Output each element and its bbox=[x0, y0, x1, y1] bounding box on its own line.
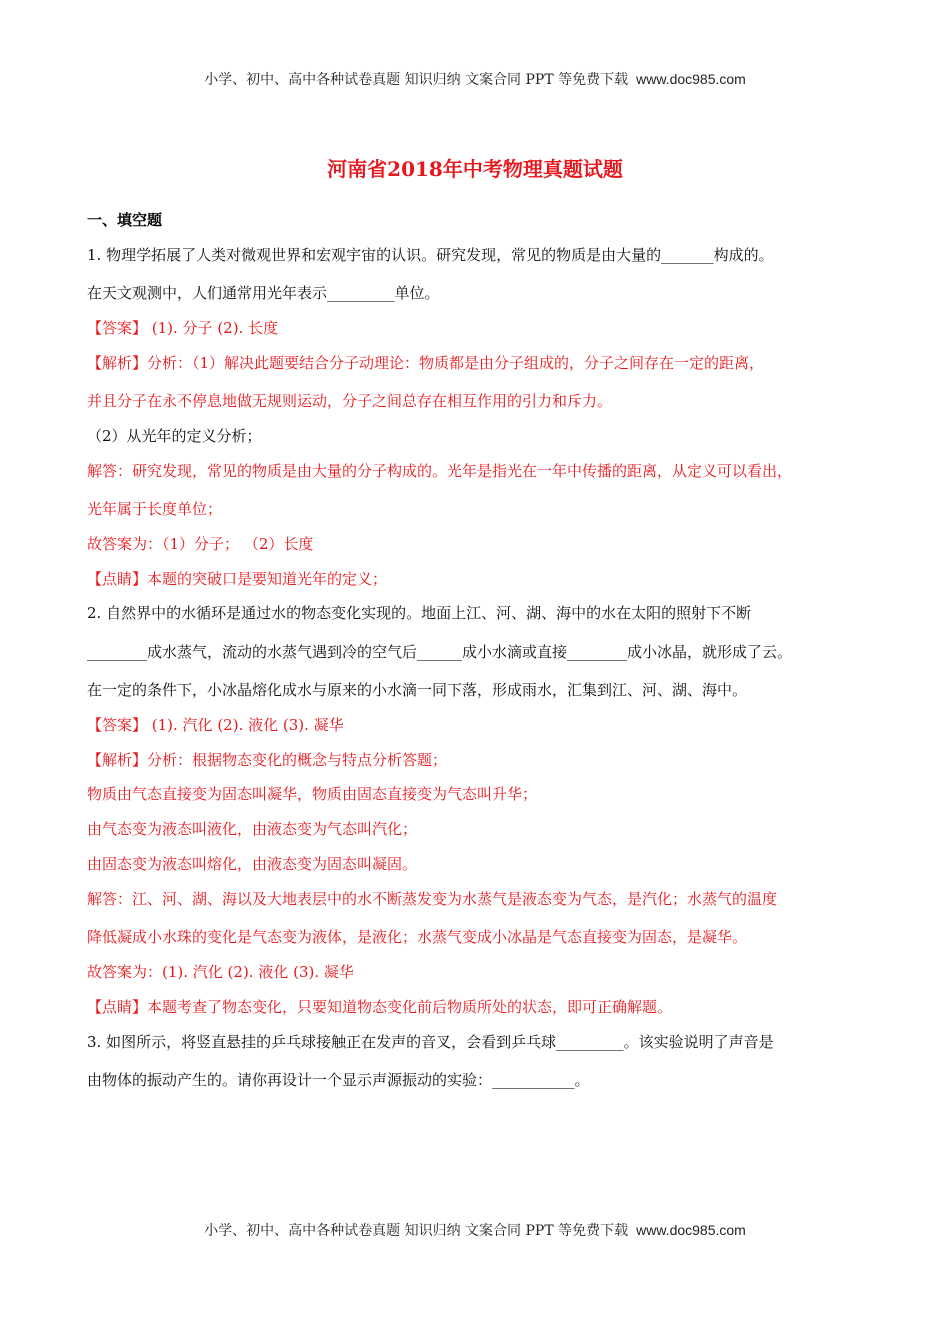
section-heading: 一、填空题 bbox=[87, 211, 163, 229]
footer-text: 小学、初中、高中各种试卷真题 知识归纳 文案合同 PPT 等免费下载 bbox=[204, 1223, 629, 1239]
page-header bbox=[0, 69, 950, 90]
text-line: 【点睛】本题的突破口是要知道光年的定义； bbox=[87, 570, 388, 588]
text-line: 光年属于长度单位； bbox=[87, 500, 223, 518]
header-text: 小学、初中、高中各种试卷真题 知识归纳 文案合同 PPT 等免费下载 bbox=[204, 72, 629, 88]
text-line: 由物体的振动产生的。请你再设计一个显示声源振动的实验：___________。 bbox=[87, 1071, 590, 1089]
footer-url[interactable]: www.doc985.com bbox=[636, 1222, 746, 1238]
text-line: 故答案为：（1）分子； （2）长度 bbox=[87, 535, 314, 553]
text-line: 降低凝成小水珠的变化是气态变为液体，是液化；水蒸气变成小冰晶是气态直接变为固态，是凝华。 bbox=[87, 928, 748, 946]
text-line: 故答案为：(1). 汽化 (2). 液化 (3). 凝华 bbox=[87, 963, 354, 981]
text-line: 【点睛】本题考查了物态变化，只要知道物态变化前后物质所处的状态，即可正确解题。 bbox=[87, 998, 673, 1016]
text-line: 在一定的条件下，小冰晶熔化成水与原来的小水滴一同下落，形成雨水，汇集到江、河、湖、海中。 bbox=[87, 681, 748, 699]
text-line: 物质由气态直接变为固态叫凝华，物质由固态直接变为气态叫升华； bbox=[87, 785, 538, 803]
text-line: 【答案】 (1). 汽化 (2). 液化 (3). 凝华 bbox=[87, 716, 344, 734]
text-line: （2）从光年的定义分析； bbox=[87, 427, 262, 445]
text-line: ________成水蒸气，流动的水蒸气遇到冷的空气后______成小水滴或直接________成小冰晶，就形成了云。 bbox=[87, 643, 793, 661]
text-line: 【解析】分析：根据物态变化的概念与特点分析答题； bbox=[87, 751, 448, 769]
text-line: 解答：研究发现，常见的物质是由大量的分子构成的。光年是指光在一年中传播的距离，从定义可以看出， bbox=[87, 462, 793, 480]
text-line: 【答案】 (1). 分子 (2). 长度 bbox=[87, 319, 279, 337]
text-line: 解答：江、河、湖、海以及大地表层中的水不断蒸发变为水蒸气是液态变为气态，是汽化；水蒸气的温度 bbox=[87, 890, 778, 908]
text-line: 【解析】分析：（1）解决此题要结合分子动理论：物质都是由分子组成的，分子之间存在一定的距离， bbox=[87, 354, 765, 372]
text-line: 由气态变为液态叫液化，由液态变为气态叫汽化； bbox=[87, 820, 418, 838]
page-footer bbox=[0, 1220, 950, 1241]
text-line: 由固态变为液态叫熔化，由液态变为固态叫凝固。 bbox=[87, 855, 418, 873]
text-line: 1. 物理学拓展了人类对微观世界和宏观宇宙的认识。研究发现，常见的物质是由大量的_______构成的。 bbox=[87, 246, 774, 264]
text-line: 2. 自然界中的水循环是通过水的物态变化实现的。地面上江、河、湖、海中的水在太阳的照射下不断 bbox=[87, 604, 752, 622]
text-line: 3. 如图所示，将竖直悬挂的乒乓球接触正在发声的音叉，会看到乒乓球_________。该实验说明了声音是 bbox=[87, 1033, 774, 1051]
text-line: 在天文观测中，人们通常用光年表示_________单位。 bbox=[87, 284, 440, 302]
header-url[interactable]: www.doc985.com bbox=[636, 71, 746, 87]
text-line: 并且分子在永不停息地做无规则运动，分子之间总存在相互作用的引力和斥力。 bbox=[87, 392, 613, 410]
document-title: 河南省2018年中考物理真题试题 bbox=[327, 157, 623, 181]
